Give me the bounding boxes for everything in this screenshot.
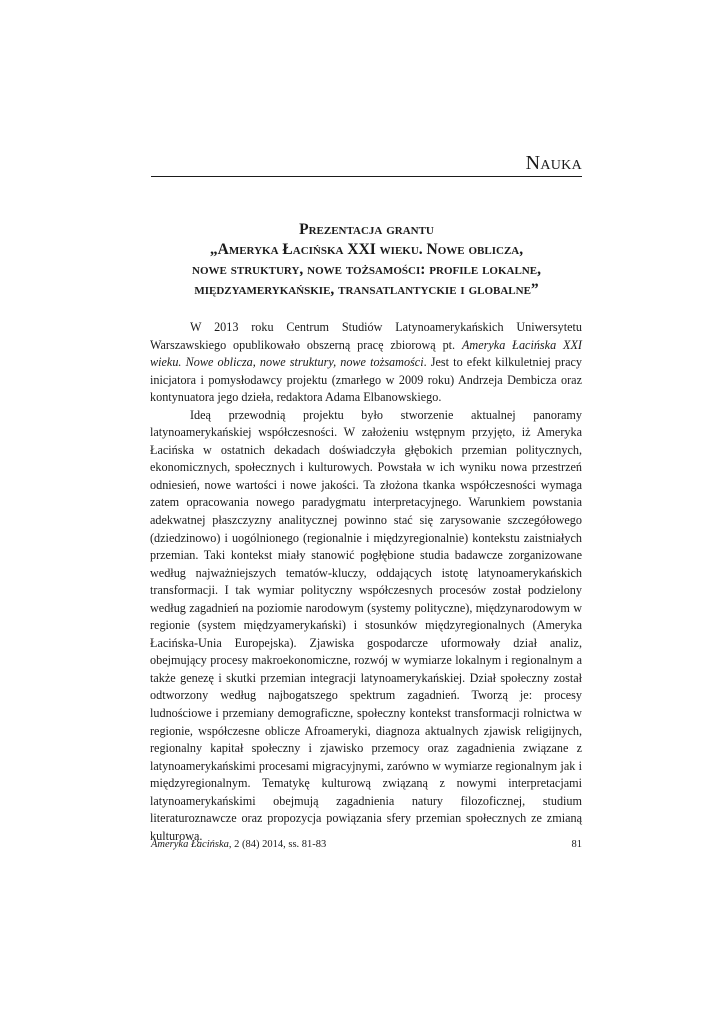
article-body xyxy=(150,319,582,845)
header-rule xyxy=(151,176,582,177)
section-heading: Nauka xyxy=(525,152,582,174)
paragraph xyxy=(150,319,582,407)
paragraph: Ideą przewodnią projektu było stworzenie aktualnej panoramy latynoamerykańskiej współczesności. W założeniu wstępnym przyjęto, iż Ameryka Łacińska w ostatnich dekadach doświadczyła głębokich przemian politycznych, ekonomicznych, społecznych i kulturowych. Powstała w ich wyniku nowa przestrzeń odniesień, nowe wartości i nowe jakości. Ta złożona tkanka współczesności wymaga zatem opracowania nowego paradygmatu interpretacyjnego. Warunkiem powstania adekwatnej płaszczyzny analitycznej powinno stać się zarysowanie szczegółowego (dziedzinowo) i uogólnionego (regionalnie i międzyregionalnie) kontekstu zaistniałych przemian. Taki kontekst miały stanowić pogłębione studia badawcze zorganizowane według najważniejszych tematów-kluczy, oddających istotę latynoamerykańskich transformacji. I tak wymiar polityczny współczesnych procesów został podzielony według zagadnień na poziomie narodowym (systemy polityczne), międzynarodowym w regionie (system międzyamerykański) i stosunków międzyregionalnych (Ameryka Łacińska-Unia Europejska). Zjawiska gospodarcze uformowały dział analiz, obejmujący procesy makroekonomiczne, rozwój w wymiarze lokalnym i regionalnym a także genezę i skutki przemian integracji latynoamerykańskiej. Dział społeczny został odtworzony według najbogatszego spektrum zagadnień. Tworzą je: procesy ludnościowe i przemiany demograficzne, społeczny kontekst transformacji rolnictwa w regionie, współczesne oblicze Afroameryki, diagnoza aktualnych zjawisk religijnych, regionalny kapitał społeczny i zjawisko przemocy oraz zagadnienia związane z latynoamerykańskimi procesami migracyjnymi, zarówno w wymiarze regionalnym jak i międzyregionalnym. Tematykę kulturową związaną z nowymi interpretacjami latynoamerykańskimi obejmują zagadnienia natury filozoficznej, studium literaturoznawcze oraz propozycja powiązania sfery przemian społecznych ze zmianą kulturową. xyxy=(150,407,582,843)
paragraph-text: W 2013 roku Centrum Studiów Latynoamerykańskich Uniwersytetu Warszawskiego opublikowało obszerną pracę zbiorową pt. xyxy=(150,320,582,352)
title-line: międzyamerykańskie, transatlantyckie i globalne” xyxy=(194,281,539,298)
citation-details: , 2 (84) 2014, ss. 81-83 xyxy=(228,839,327,850)
journal-citation xyxy=(151,838,326,852)
journal-name: Ameryka Łacińska xyxy=(151,839,229,850)
page-number: 81 xyxy=(571,839,582,850)
title-line: „Ameryka Łacińska XXI wieku. Nowe oblicza, xyxy=(209,241,524,258)
title-line: nowe struktury, nowe tożsamości: profile lokalne, xyxy=(192,261,541,278)
title-line: Prezentacja grantu xyxy=(299,221,434,238)
book-title: Ameryka Łacińska XXI wieku. Nowe oblicza, nowe struktury, nowe tożsamości xyxy=(150,337,582,370)
article-title xyxy=(151,220,582,300)
paragraph-text: . Jest to efekt kilkuletniej pracy inicjatora i pomysłodawcy projektu (zmarłego w 2009 roku) Andrzeja Dembicza oraz kontynuatora jego dzieła, redaktora Adama Elbanowskiego. xyxy=(150,355,582,405)
